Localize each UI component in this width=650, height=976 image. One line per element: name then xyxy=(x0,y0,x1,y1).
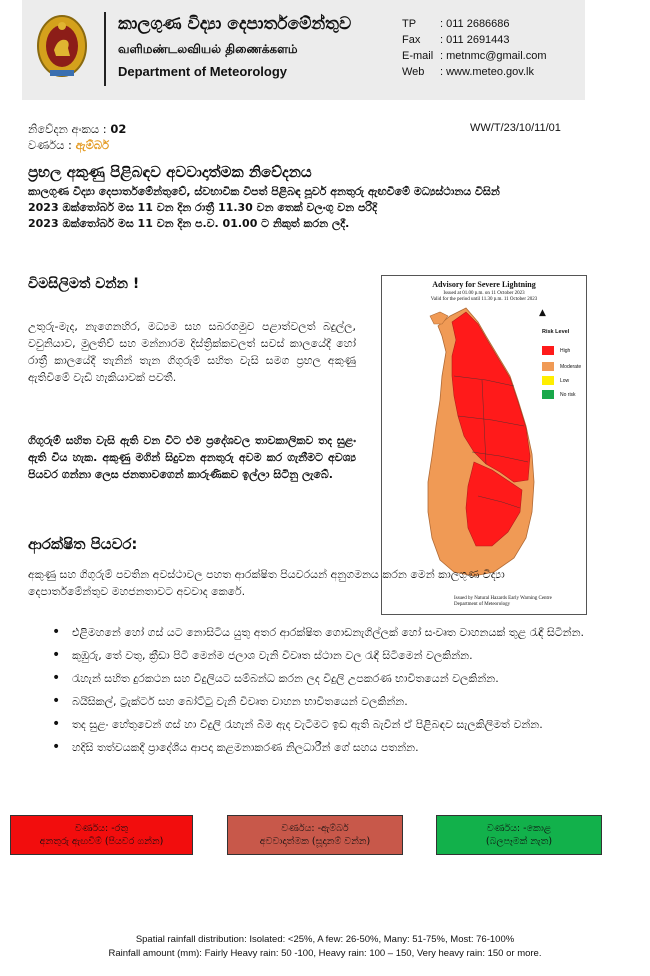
protection-intro: අකුණු සහ ගිගුරුම් පවතින අවස්ථාවල පහත ආරක්ෂිත පියවරයන් අනුගමනය කරන මෙන් කාලගුණ විද්‍යා දෙපාර්තමේන්තුව මහජනතාවට අවවාද කෙරේ. xyxy=(28,568,505,598)
legend-title: Risk Level xyxy=(542,329,570,335)
contact-tp: TP : 011 2686686 xyxy=(402,18,510,30)
protection-list xyxy=(50,624,590,762)
bullet-icon: • xyxy=(52,647,61,663)
sri-lanka-emblem-icon xyxy=(36,12,88,84)
notice-subtitle: කාලගුණ විද්‍යා දෙපාර්තමේන්තුවේ, ස්වභාවික විපත් පිළිබඳ පූර්ව අනතුරු ඇඟවීමේ මධ්‍යස්ථානය විසින් 2023 ඔක්තෝබර් මස 11 වන දින රාත්‍රී 11.30 වන තෙක් වලංගු වන පරිදි 2023 ඔක්තෝබර් මස 11 වන දින ප.ව. 01.00 ට නිකුත් කරන ලදී. xyxy=(28,185,500,230)
legend-low: Low xyxy=(542,376,569,385)
list-item: • කුඹුරු, තේ වතු, ක්‍රීඩා පිටි මෙන්ම ජලාශ වැනි විවෘත ස්ථාන වල රැඳී සිටීමෙන් වලකින්න. xyxy=(52,647,473,663)
contact-block xyxy=(402,16,547,80)
header-divider xyxy=(104,12,106,86)
contact-fax: Fax : 011 2691443 xyxy=(402,34,510,46)
notice-color: වර්ණය : ඇම්බර් xyxy=(28,138,110,152)
footer-rainfall-amount: Rainfall amount (mm): Fairly Heavy rain: 50 -100, Heavy rain: 100 – 150, Very heavy rain: 150 or more. xyxy=(108,948,542,959)
level-red-box: වර්ණය: -රතු අනතුරු ඇඟවීම් (පියවර ගන්න) xyxy=(10,815,193,855)
legend-no-risk: No risk xyxy=(542,390,576,399)
list-item: • බයිසිකල්, ට්‍රැක්ටර් සහ බෝට්ටු වැනි විවෘත වාහන භාවිතයෙන් වලකින්න. xyxy=(52,693,408,709)
list-item: • එළිමහනේ හෝ ගස් යට නොසිටිය යුතු අතර ආරක්ෂිත ගොඩනැගිල්ලක් හෝ සංවෘත වාහනයක් තුළ රැඳී සිටින්න. xyxy=(52,624,585,640)
letterhead xyxy=(22,0,585,100)
warning-paragraph: උතුරු-මැද, නැගෙනහිර, මධ්‍යම සහ සබරගමුව පළාත්වලත් බදුල්ල, වවුනියාව, මුලතිව් සහ මන්නාරම දිස්ත්‍රික්කවලත් සවස් කාලයේදී හෝ රාත්‍රී කාලයේදී තැනින් තැන ගිගුරුම් සහිත වැසි සමග ප්‍රභල අකුණු ඇතිවීමේ වැඩි හැකියාවක් පවතී. xyxy=(28,320,356,384)
map-issued: Issued at 01.00 p.m. on 11 October 2023 xyxy=(443,291,525,296)
map-footer: Issued by Natural Hazards Early Warning Centre Department of Meteorology xyxy=(454,596,552,607)
contact-email: E-mail : metnmc@gmail.com xyxy=(402,50,547,62)
legend-high: High xyxy=(542,346,570,355)
bullet-icon: • xyxy=(52,716,61,732)
warning-heading: විමසිලිමත් වන්න ! xyxy=(28,276,140,292)
bullet-icon: • xyxy=(52,693,61,709)
legend-moderate: Moderate xyxy=(542,362,581,371)
sri-lanka-map xyxy=(382,276,586,614)
contact-web: Web : www.meteo.gov.lk xyxy=(402,66,534,78)
protection-heading: ආරක්ෂිත පියවර: xyxy=(28,535,138,553)
notice-reference: WW/T/23/10/11/01 xyxy=(470,122,561,134)
list-item: • රැහැන් සහිත දුරකථන සහ විදුලියට සම්බන්ධ කරන ලද විදුලි උපකරණ භාවිතයෙන් වලකින්න. xyxy=(52,670,499,686)
dept-name-sinhala: කාලගුණ විද්‍යා දෙපාර්තමේන්තුව xyxy=(118,14,352,34)
notice-number: නිවේදන අංකය : 02 xyxy=(28,122,127,136)
level-amber-box: වර්ණය: -ඇම්බර් අවවාදාත්මක (සූදානම් වන්න) xyxy=(227,815,403,855)
dept-name-english: Department of Meteorology xyxy=(118,64,288,79)
bullet-icon: • xyxy=(52,624,61,640)
level-green-box: වර්ණය: -කොළ (බලපෑමක් නැත) xyxy=(436,815,602,855)
list-item: • හදිසි තත්වයකදී ප්‍රාදේශීය ආපදා කළමනාකරණ නිලධාරීන් ගේ සහය පතන්න. xyxy=(52,739,419,755)
notice-title: ප්‍රභල අකුණු පිළිබඳව අවවාදාත්මක නිවේදනය xyxy=(28,163,312,181)
north-arrow-icon: ▲ xyxy=(539,308,546,318)
footer-rainfall-distribution: Spatial rainfall distribution: Isolated: <25%, A few: 26-50%, Many: 51-75%, Most: 76-100% xyxy=(135,934,515,945)
map-valid: Valid for the period until 11.30 p.m. 11 October 2023 xyxy=(430,297,538,302)
bullet-icon: • xyxy=(52,739,61,755)
advice-paragraph: ගිගුරුම් සහිත වැසි ඇති වන විට එම ප්‍රදේශවල තාවකාලිකව තද සුළං ඇති විය හැක. අකුණු මගින් සිදුවන අනතුරු අවම කර ගැනීමට අවශ්‍ය පියවර ගන්නා ලෙස ජනතාවගෙන් කාරුණිකව ඉල්ලා සිටිනු ලැබේ. xyxy=(28,434,356,481)
map-title: Advisory for Severe Lightning xyxy=(432,280,536,289)
list-item: • තද සුළං හේතුවෙන් ගස් හා විදුලි රැහැන් බිම ඇද වැටීමට ඉඩ ඇති බැවින් ඒ පිළිබඳව සැලකිලිමත් වන්න. xyxy=(52,716,543,732)
dept-name-tamil: வளிமண்டலவியல் திணைக்களம் xyxy=(118,42,298,56)
advisory-map xyxy=(381,275,587,615)
bullet-icon: • xyxy=(52,670,61,686)
